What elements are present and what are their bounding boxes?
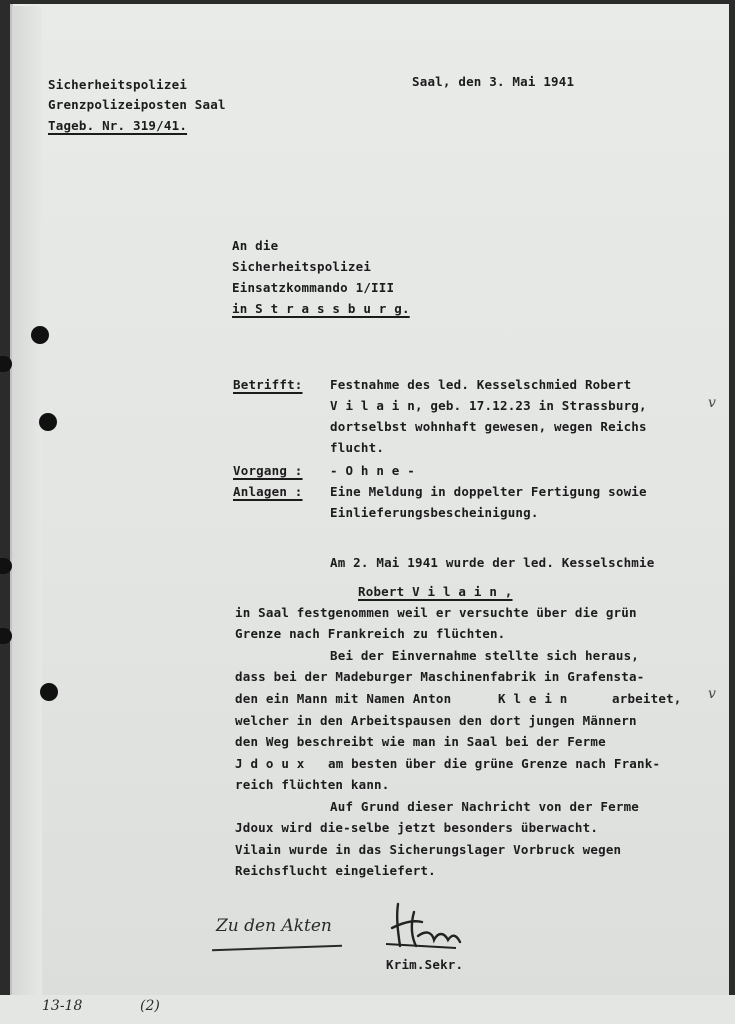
- body-line-1: Am 2. Mai 1941 wurde der led. Kesselschmie: [330, 555, 655, 570]
- body-line-8: den Weg beschreibt wie man in Saal bei der Ferme: [235, 734, 606, 749]
- body-line-4: Bei der Einvernahme stellte sich heraus,: [330, 648, 640, 663]
- body-line-13: Vilain wurde in das Sicherungslager Vorbruck wegen: [235, 842, 622, 857]
- punch-hole: [39, 413, 57, 431]
- body-line-6a: den ein Mann mit Namen Anton: [235, 691, 452, 706]
- anlagen-label: Anlagen :: [233, 484, 303, 499]
- archive-sheet: (2): [140, 998, 160, 1014]
- body-name: Robert V i l a i n ,: [358, 584, 513, 599]
- anlagen-line-1: Eine Meldung in doppelter Fertigung sowie: [330, 484, 647, 499]
- archive-number: 13-18: [42, 998, 83, 1014]
- punch-hole: [40, 683, 58, 701]
- vorgang-label: Vorgang :: [233, 463, 303, 478]
- body-line-10: reich flüchten kann.: [235, 777, 390, 792]
- signature-image: [384, 898, 464, 954]
- subject-line-4: flucht.: [330, 440, 385, 455]
- handwritten-note: Zu den Akten: [216, 916, 332, 936]
- vorgang-value: - O h n e -: [330, 463, 415, 478]
- place-date: Saal, den 3. Mai 1941: [412, 74, 575, 89]
- subject-line-2: V i l a i n, geb. 17.12.23 in Strassburg,: [330, 398, 647, 413]
- recipient-line-1: An die: [232, 238, 279, 253]
- anlagen-line-2: Einlieferungsbescheinigung.: [330, 505, 539, 520]
- recipient-line-2: Sicherheitspolizei: [232, 259, 372, 274]
- body-line-6c: arbeitet,: [612, 691, 682, 706]
- signature-title: Krim.Sekr.: [386, 957, 464, 972]
- body-line-12: Jdoux wird die-selbe jetzt besonders überwacht.: [235, 820, 599, 835]
- reference-number: Tageb. Nr. 319/41.: [48, 118, 188, 133]
- punch-hole: [31, 326, 49, 344]
- subject-line-3: dortselbst wohnhaft gewesen, wegen Reichs: [330, 419, 647, 434]
- body-line-7: welcher in den Arbeitspausen den dort jungen Männern: [235, 713, 637, 728]
- body-line-9a: J d o u x: [235, 756, 305, 771]
- archive-strip: [0, 995, 735, 1024]
- recipient-city: in S t r a s s b u r g.: [232, 301, 410, 316]
- page-edge: [12, 6, 42, 1006]
- recipient-line-3: Einsatzkommando 1/III: [232, 280, 395, 295]
- body-line-6b: K l e i n: [498, 691, 568, 706]
- body-line-5: dass bei der Madeburger Maschinenfabrik in Grafensta-: [235, 669, 645, 684]
- body-line-2: in Saal festgenommen weil er versuchte über die grün: [235, 605, 637, 620]
- subject-label: Betrifft:: [233, 377, 303, 392]
- check-mark: v: [708, 395, 716, 411]
- body-line-3: Grenze nach Frankreich zu flüchten.: [235, 626, 506, 641]
- sender-line-1: Sicherheitspolizei: [48, 77, 188, 92]
- sender-line-2: Grenzpolizeiposten Saal: [48, 97, 226, 112]
- subject-line-1: Festnahme des led. Kesselschmied Robert: [330, 377, 632, 392]
- body-line-11: Auf Grund dieser Nachricht von der Ferme: [330, 799, 640, 814]
- check-mark: v: [708, 686, 716, 702]
- body-line-9b: am besten über die grüne Grenze nach Frank-: [328, 756, 661, 771]
- body-line-14: Reichsflucht eingeliefert.: [235, 863, 436, 878]
